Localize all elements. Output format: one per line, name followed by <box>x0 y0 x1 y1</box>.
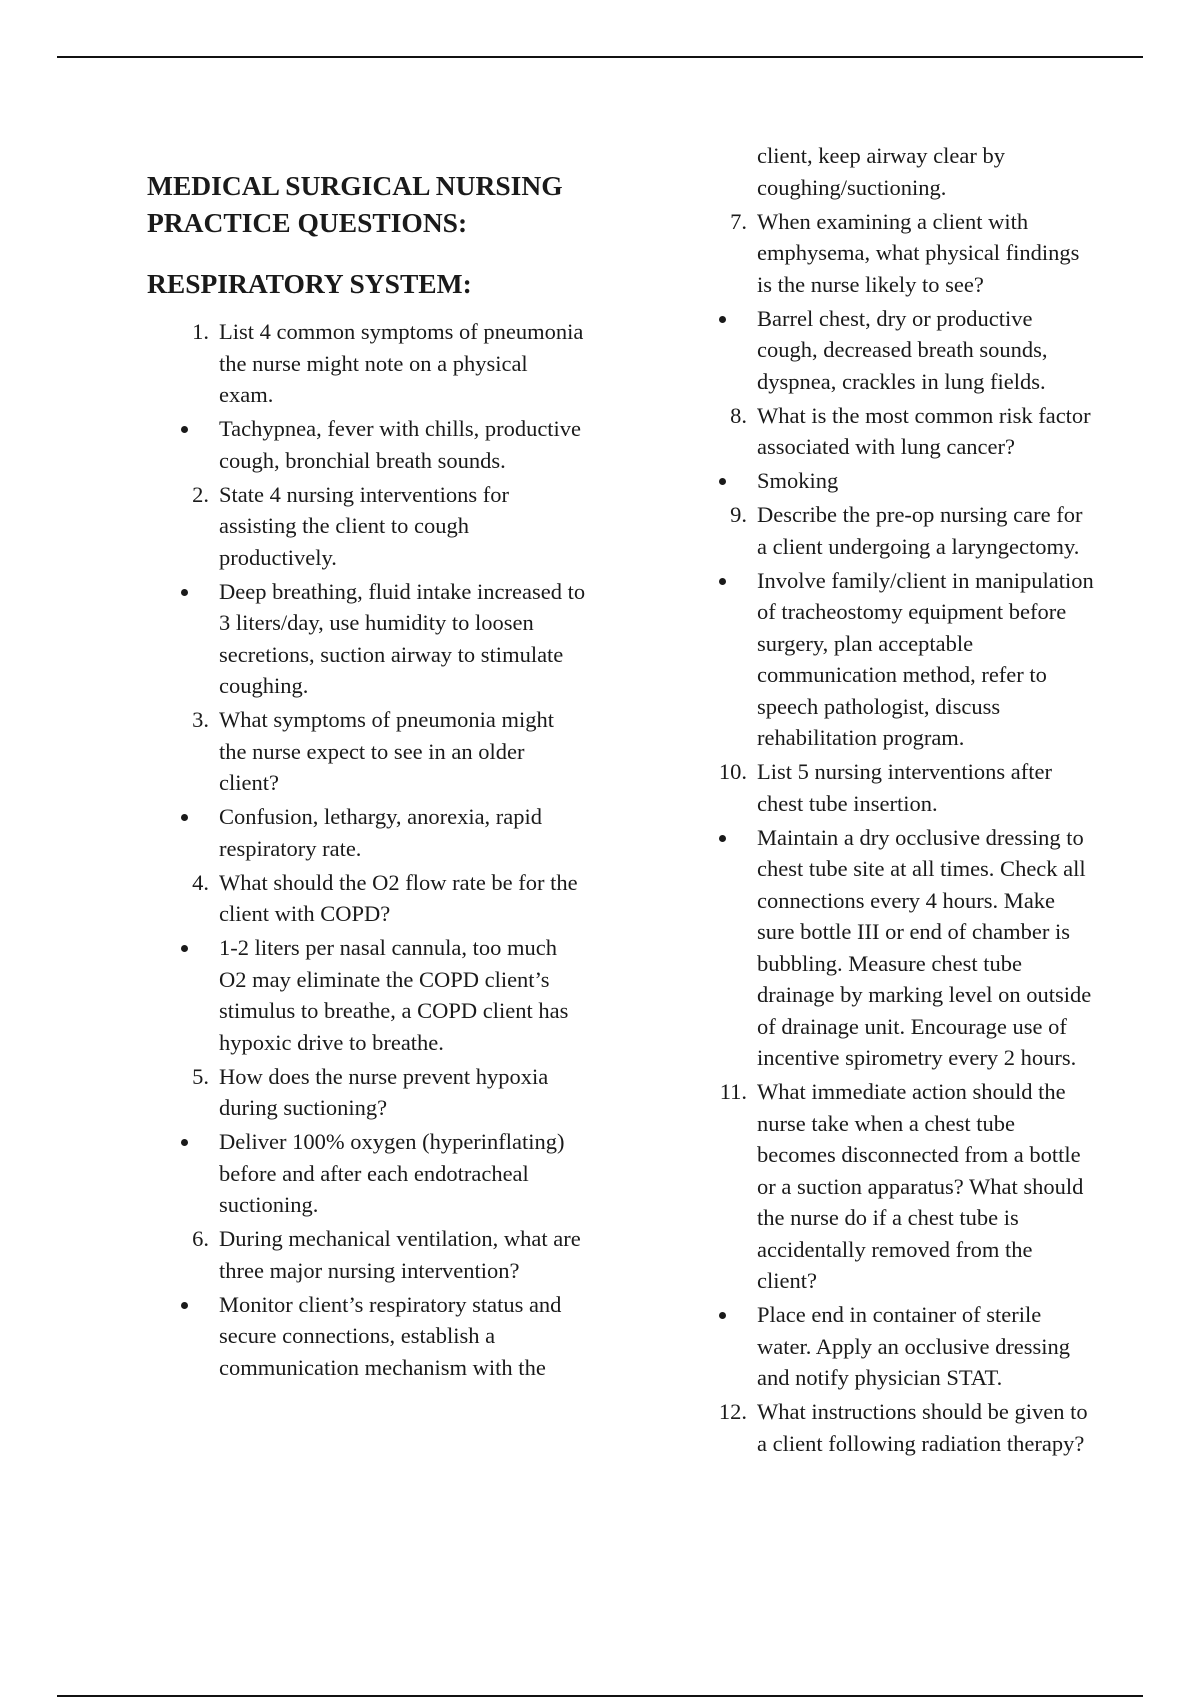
answer-item <box>147 1289 587 1384</box>
item-number: 5. <box>192 1063 209 1089</box>
answer-text: Smoking <box>757 468 839 493</box>
answer-item <box>147 801 587 864</box>
item-number: 12. <box>718 1399 747 1424</box>
question-item <box>685 756 1095 819</box>
question-item <box>147 479 587 574</box>
bullet-dot <box>181 589 188 596</box>
document-title <box>147 167 587 241</box>
bullet-dot <box>181 426 188 433</box>
left-question-list <box>147 316 587 1383</box>
continued-answer-text: client, keep airway clear by coughing/suctioning. <box>757 143 1005 200</box>
question-item <box>147 316 587 411</box>
question-item <box>147 1223 587 1286</box>
question-text: How does the nurse prevent hypoxia during suctioning? <box>219 1063 549 1120</box>
question-text: List 5 nursing interventions after chest tube insertion. <box>757 759 1052 816</box>
item-number: 6. <box>192 1226 209 1251</box>
answer-item <box>147 932 587 1058</box>
item-number: 10. <box>718 759 747 784</box>
item-number: 9. <box>730 502 747 527</box>
answer-text: Barrel chest, dry or productive cough, decreased breath sounds, dyspnea, crackles in lung fields. <box>757 305 1048 394</box>
answer-item <box>147 576 587 702</box>
question-text: List 4 common symptoms of pneumonia the nurse might note on a physical exam. <box>219 319 584 407</box>
right-question-list <box>685 206 1095 1460</box>
bullet-dot <box>719 478 726 485</box>
question-item <box>685 499 1095 562</box>
question-text: What should the O2 flow rate be for the client with COPD? <box>219 869 578 926</box>
item-number: 3. <box>192 707 209 732</box>
answer-text: Monitor client’s respiratory status and secure connections, establish a communication mechanism with the <box>219 1291 562 1380</box>
top-rule <box>57 56 1143 58</box>
answer-item <box>147 1126 587 1221</box>
answer-item <box>685 822 1095 1074</box>
bullet-dot <box>181 1139 188 1146</box>
question-text: State 4 nursing interventions for assisting the client to cough productively. <box>219 481 509 570</box>
answer-item <box>685 465 1095 497</box>
answer-text: Place end in container of sterile water. Apply an occlusive dressing and notify physician STAT. <box>757 1302 1071 1390</box>
item-number: 4. <box>192 869 209 895</box>
answer-text: Tachypnea, fever with chills, productive cough, bronchial breath sounds. <box>219 416 582 473</box>
section-heading: RESPIRATORY SYSTEM: <box>147 268 472 299</box>
question-item <box>147 867 587 930</box>
bullet-dot <box>719 835 726 842</box>
question-text: What is the most common risk factor associated with lung cancer? <box>757 402 1091 459</box>
title-line-2: PRACTICE QUESTIONS: <box>147 207 468 238</box>
question-text: What symptoms of pneumonia might the nurse expect to see in an older client? <box>219 707 554 795</box>
question-item <box>685 206 1095 301</box>
bullet-dot <box>181 814 188 821</box>
item-number: 11. <box>719 1079 747 1104</box>
answer-text: 1-2 liters per nasal cannula, too much O2 may eliminate the COPD client’s stimulus to breathe, a COPD client has hypoxic drive to breathe. <box>219 935 569 1055</box>
bullet-dot <box>719 316 726 323</box>
item-number: 1. <box>192 319 209 344</box>
item-number: 8. <box>730 402 747 428</box>
bottom-rule <box>57 1695 1143 1697</box>
bullet-dot <box>719 1312 726 1319</box>
answer-item <box>147 413 587 476</box>
question-text: During mechanical ventilation, what are three major nursing intervention? <box>219 1226 581 1283</box>
question-item <box>685 1076 1095 1297</box>
answer-text: Maintain a dry occlusive dressing to chest tube site at all times. Check all connections every 4 hours. Make sure bottle III or end of chamber is bubbling. Measure chest tube drainage by marking level on outside of drainage unit. Encourage use of incentive spirometry every 2 hours. <box>757 824 1092 1070</box>
answer-text: Involve family/client in manipulation of tracheostomy equipment before surgery, plan acceptable communication method, refer to speech pathologist, discuss rehabilitation program. <box>757 567 1094 750</box>
title-line-1: MEDICAL SURGICAL NURSING <box>147 170 563 201</box>
bullet-dot <box>181 1302 188 1309</box>
right-column <box>685 140 1095 1462</box>
bullet-dot <box>181 945 188 952</box>
answer-text: Confusion, lethargy, anorexia, rapid respiratory rate. <box>219 804 543 861</box>
question-item <box>685 400 1095 463</box>
question-item <box>147 1061 587 1124</box>
question-text: Describe the pre-op nursing care for a client undergoing a laryngectomy. <box>757 502 1083 559</box>
answer-item <box>685 303 1095 398</box>
question-text: What instructions should be given to a client following radiation therapy? <box>757 1399 1088 1456</box>
question-text: When examining a client with emphysema, what physical findings is the nurse likely to see? <box>757 208 1080 297</box>
item-number: 2. <box>192 481 209 507</box>
answer-text: Deep breathing, fluid intake increased to 3 liters/day, use humidity to loosen secretions, suction airway to stimulate coughing. <box>219 578 586 698</box>
question-text: What immediate action should the nurse take when a chest tube becomes disconnected from a bottle or a suction apparatus? What should the nurse do if a chest tube is accidentally removed from the client? <box>757 1079 1084 1293</box>
answer-item <box>685 565 1095 754</box>
question-item <box>685 1396 1095 1459</box>
answer-text: Deliver 100% oxygen (hyperinflating) before and after each endotracheal suctioning. <box>219 1129 565 1217</box>
left-column <box>147 140 587 1386</box>
item-number: 7. <box>730 208 747 234</box>
question-item <box>147 704 587 799</box>
answer-item <box>685 1299 1095 1394</box>
bullet-dot <box>719 578 726 585</box>
